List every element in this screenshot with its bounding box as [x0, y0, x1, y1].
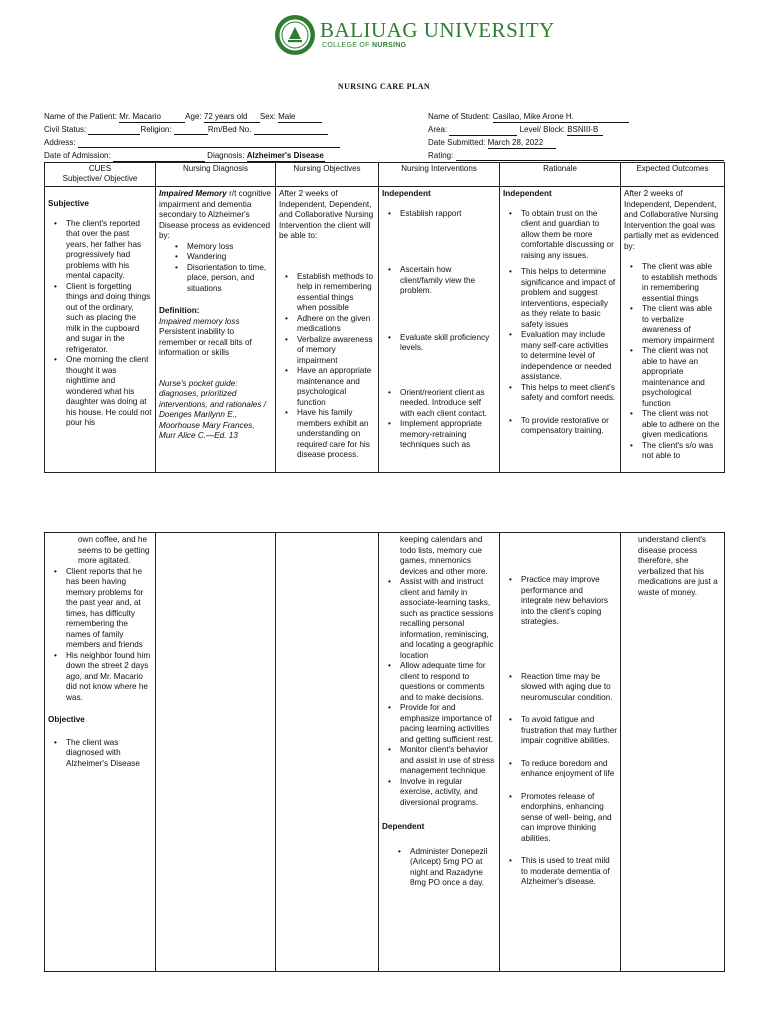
admission-line: Date of Admission: Diagnosis: Alzheimer's Disease	[44, 151, 325, 162]
cue-item: • His neighbor found him down the street 2 days ago, and Mr. Macario did not know where he was.	[48, 651, 152, 704]
civil-status-line: Civil Status: Religion: Rm/Bed No.	[44, 125, 328, 135]
objectives-intro: After 2 weeks of Independent, Dependent, and Collaborative Nursing Intervention the client will be able to:	[279, 189, 374, 240]
intervention-continued: keeping calendars and todo lists, memory cue games, mnemonics devices and other more.	[400, 535, 488, 576]
interventions-cell	[379, 533, 500, 972]
rationale-heading: Independent	[503, 189, 552, 198]
date-submitted-value: March 28, 2022	[488, 138, 556, 149]
col-header-outcomes: Expected Outcomes	[621, 163, 725, 187]
table-row	[45, 533, 725, 972]
university-seal-icon	[274, 14, 316, 56]
col-header-interventions: Nursing Interventions	[379, 163, 500, 187]
care-plan-table-page1	[44, 162, 725, 473]
intervention-item: • Assist with and instruct client and family in associate-learning tasks, such as practice sessions recalling personal information, reminiscing, and locating a geographic location	[382, 577, 496, 661]
objective-item: • Have his family members exhibit an understanding on required care for his disease process.	[279, 408, 375, 461]
outcomes-cell	[621, 187, 725, 473]
objective-item: • Verbalize awareness of memory impairment	[279, 335, 375, 367]
intervention-item: • Involve in regular exercise, activity, and diversional programs.	[382, 777, 496, 809]
student-name-value: Casilao, Mike Arone H.	[493, 112, 629, 123]
diagnosis-value: Alzheimer's Disease	[247, 151, 325, 162]
col-header-cues: CUES Subjective/ Objective	[45, 163, 156, 187]
outcomes-intro: After 2 weeks of Independent, Dependent, and Collaborative Nursing Intervention the goal was partially met as evidenced by:	[624, 189, 719, 251]
diagnosis-evidence: • Disorientation to time, place, person, and situations	[159, 263, 272, 295]
rationale-item: • To provide restorative or compensatory training.	[503, 416, 617, 437]
outcome-continued: understand client's disease process therefore, she verbalized that his medications are just a waste of money.	[638, 535, 718, 597]
cue-item: • One morning the client thought it was nighttime and wondered what his daughter was doing at his house. He could not pour his	[48, 355, 152, 429]
date-submitted-line: Date Submitted: March 28, 2022	[428, 138, 556, 149]
table-header-row	[45, 163, 725, 187]
table-row	[45, 187, 725, 473]
cue-item: • Client reports that he has been having memory problems for the past year and, at times, has difficulty remembering the names of family members and friends	[48, 567, 152, 651]
objective-item: • Have an appropriate maintenance and psychological function	[279, 366, 375, 408]
rationale-item: • Evaluation may include many self-care activities to determine level of independence or needed assistance.	[503, 330, 617, 383]
age-value: 72 years old	[204, 112, 260, 123]
level-value: BSNIII-B	[567, 125, 603, 136]
rationale-item: • This is used to treat mild to moderate dementia of Alzheimer's disease.	[503, 856, 617, 888]
reference-citation: Nurse's pocket guide: diagnoses, prioritized interventions, and rationales / Doenges Marilynn E., Moorhouse Mary Frances, Murr Alice C.—Ed. 13	[159, 378, 266, 440]
rationale-item: • This helps to meet client's safety and comfort needs.	[503, 383, 617, 404]
university-logo	[274, 14, 555, 56]
dependent-heading: Dependent	[382, 822, 425, 831]
outcome-item: • The client's s/o was not able to	[624, 441, 721, 462]
cues-cell	[45, 187, 156, 473]
dependent-item: • Administer Donepezil (Aricept) 5mg PO at night and Razadyne 8mg PO once a day.	[382, 847, 496, 889]
outcome-item: • The client was able to establish methods in remembering essential things	[624, 262, 721, 304]
diagnosis-statement: Impaired Memory r/t cognitive impairment and dementia secondary to Alzheimer's Disease process as evidenced by:	[159, 189, 271, 240]
cues-cell	[45, 533, 156, 972]
sex-value: Male	[278, 112, 322, 123]
rationale-item: • To obtain trust on the client and guardian to allow them be more comfortable discussing or raising any issues.	[503, 209, 617, 262]
outcomes-cell	[621, 533, 725, 972]
definition-text: Persistent inability to remember or recall bits of information or skills	[159, 327, 252, 357]
rationale-cell	[500, 533, 621, 972]
intervention-item: • Allow adequate time for client to respond to questions or comments and to make decisions.	[382, 661, 496, 703]
college-name: COLLEGE OF NURSING	[322, 42, 407, 49]
definition-heading: Definition:	[159, 306, 200, 315]
intervention-item: • Monitor client's behavior and assist in use of stress management technique	[382, 745, 496, 777]
objective-item: • Establish methods to help in remembering essential things when possible	[279, 272, 375, 314]
rationale-item: • Reaction time may be slowed with aging due to neuromuscular condition.	[503, 672, 617, 704]
rationale-item: • Promotes release of endorphins, enhancing sense of well- being, and can improve thinking abilities.	[503, 792, 617, 845]
student-info-line: Name of Student: Casilao, Mike Arone H.	[428, 112, 629, 123]
subjective-heading: Subjective	[48, 199, 89, 208]
diagnosis-cell	[156, 533, 276, 972]
rationale-cell	[500, 187, 621, 473]
patient-info-line: Name of the Patient: Mr. Macario Age: 72 years old Sex: Male	[44, 112, 322, 123]
objective-cue-item: • The client was diagnosed with Alzheimer's Disease	[48, 738, 152, 770]
rationale-item: • This helps to determine significance and impact of problem and suggest interventions, especially as they relate to basic safety issues	[503, 267, 617, 330]
definition-term: Impaired memory loss	[159, 316, 240, 326]
outcome-item: • The client was able to verbalize awareness of memory impairment	[624, 304, 721, 346]
intervention-item: • Provide for and emphasize importance of pacing learning activities and getting sufficient rest.	[382, 703, 496, 745]
rationale-item: • To reduce boredom and enhance enjoyment of life	[503, 759, 617, 780]
cue-continued: own coffee, and he seems to be getting more agitated.	[78, 535, 150, 565]
col-header-objectives: Nursing Objectives	[276, 163, 379, 187]
rationale-item: • Practice may improve performance and integrate new behaviors into the client's coping strategies.	[503, 575, 617, 628]
objectives-cell	[276, 533, 379, 972]
intervention-item: • Implement appropriate memory-retraining techniques such as	[382, 419, 496, 451]
intervention-item: • Evaluate skill proficiency levels.	[382, 333, 496, 354]
rating-line: Rating:	[428, 151, 724, 161]
diagnosis-evidence: • Memory loss	[159, 242, 272, 253]
intervention-item: • Orient/reorient client as needed. Introduce self with each client contact.	[382, 388, 496, 420]
university-name: BALIUAG UNIVERSITY	[320, 18, 555, 42]
objectives-cell	[276, 187, 379, 473]
objective-heading: Objective	[48, 715, 85, 724]
cue-item: • Client is forgetting things and doing things out of the ordinary, such as placing the milk in the cupboard and sugar in the refrigerator.	[48, 282, 152, 356]
care-plan-table-page2	[44, 532, 725, 972]
intervention-item: • Ascertain how client/family view the problem.	[382, 265, 496, 297]
address-line: Address:	[44, 138, 340, 148]
rationale-item: • To avoid fatigue and frustration that may further impair cognitive abilities.	[503, 715, 617, 747]
col-header-diagnosis: Nursing Diagnosis	[156, 163, 276, 187]
patient-name-value: Mr. Macario	[119, 112, 185, 123]
page-title: NURSING CARE PLAN	[337, 82, 431, 91]
intervention-item: • Establish rapport	[382, 209, 496, 220]
outcome-item: • The client was not able to have an appropriate maintenance and psychological function	[624, 346, 721, 409]
outcome-item: • The client was not able to adhere on the given medications	[624, 409, 721, 441]
col-header-rationale: Rationale	[500, 163, 621, 187]
diagnosis-cell	[156, 187, 276, 473]
interventions-cell	[379, 187, 500, 473]
diagnosis-evidence: • Wandering	[159, 252, 272, 263]
independent-heading: Independent	[382, 189, 431, 198]
objective-item: • Adhere on the given medications	[279, 314, 375, 335]
area-line: Area: Level/ Block: BSNIII-B	[428, 125, 603, 136]
cue-item: • The client's reported that over the past years, her father has progressively had problems with his mental capacity.	[48, 219, 152, 282]
